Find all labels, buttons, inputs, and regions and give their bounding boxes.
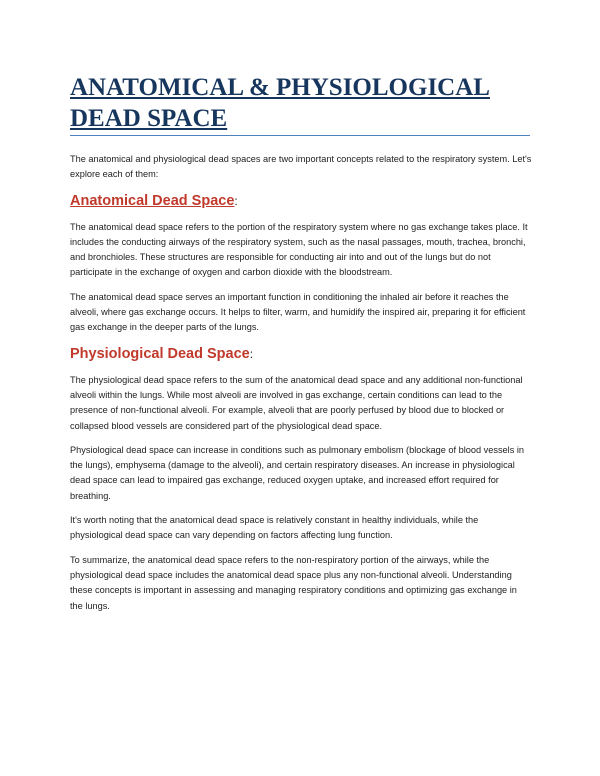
anatomical-paragraph-2: The anatomical dead space serves an important function in conditioning the inhaled air before it reaches the alveoli, where gas exchange occurs. It helps to filter, warm, and humidify the inspired air, preparing it for efficient gas exchange in the deeper parts of the lungs. [70, 291, 526, 333]
document-body [70, 152, 532, 623]
anatomical-paragraph-1: The anatomical dead space refers to the portion of the respiratory system where no gas exchange takes place. It includes the conducting airways of the respiratory system, such as the nasal passages, mouth, trachea, bronchi, and bronchioles. These structures are responsible for conducting air into and out of the lungs but do not participate in the exchange of oxygen and carbon dioxide with the bloodstream. [70, 221, 528, 278]
section-heading-anatomical: Anatomical Dead Space: [70, 192, 238, 209]
physiological-paragraph-1: The physiological dead space refers to the sum of the anatomical dead space and any additional non-functional alveoli within the lungs. While most alveoli are involved in gas exchange, certain conditions can lead to the presence of non-functional alveoli. For example, alveoli that are poorly perfused by blood due to blocked or collapsed blood vessels are considered part of the physiological dead space. [70, 374, 523, 431]
title-divider [70, 135, 530, 136]
summary-paragraph: To summarize, the anatomical dead space refers to the non-respiratory portion of the airways, while the physiological dead space includes the anatomical dead space plus any non-functional alveoli. Understanding these concepts is important in assessing and managing respiratory conditions and optimizing gas exchange in the lungs. [70, 554, 517, 611]
physiological-paragraph-2: Physiological dead space can increase in conditions such as pulmonary embolism (blockage of blood vessels in the lungs), emphysema (damage to the alveoli), and certain respiratory diseases. An increase in physiological dead space can lead to impaired gas exchange, reduced oxygen uptake, and increased effort required for breathing. [70, 444, 525, 501]
section-heading-physiological: Physiological Dead Space: [70, 345, 254, 362]
page-title: ANATOMICAL & PHYSIOLOGICAL DEAD SPACE [70, 74, 490, 132]
intro-paragraph: The anatomical and physiological dead spaces are two important concepts related to the respiratory system. Let's explore each of them: [70, 154, 532, 180]
physiological-paragraph-3: It's worth noting that the anatomical dead space is relatively constant in healthy individuals, while the physiological dead space can vary depending on factors affecting lung function. [70, 515, 479, 541]
